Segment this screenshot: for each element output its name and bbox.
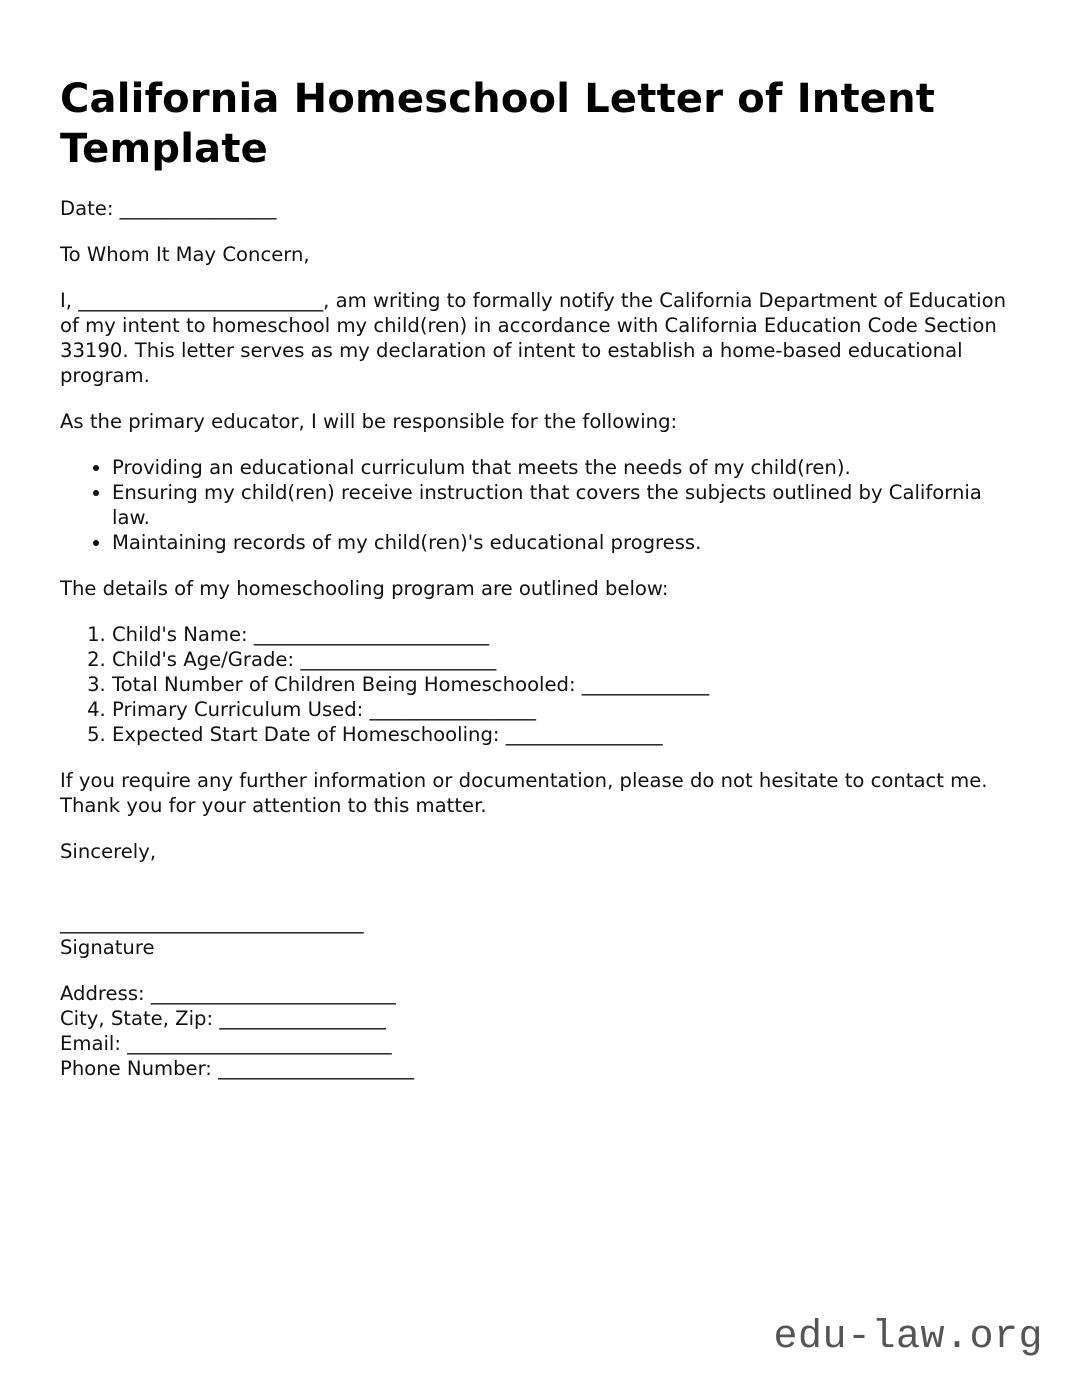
parent-name-blank: _________________________	[78, 289, 324, 312]
child-name-blank: ________________________	[253, 623, 490, 646]
total-children-label: Total Number of Children Being Homeschooled:	[112, 673, 576, 696]
closing: Sincerely,	[60, 840, 157, 863]
signature-label: Signature	[60, 936, 155, 959]
total-children-blank: _____________	[581, 673, 710, 696]
responsibilities-intro: As the primary educator, I will be responsible for the following:	[60, 410, 678, 433]
child-name-label: Child's Name:	[112, 623, 248, 646]
letter-document	[60, 74, 1020, 1081]
contact-city	[60, 1006, 1020, 1031]
intro-prefix: I,	[60, 289, 73, 312]
curriculum-blank: _________________	[369, 698, 537, 721]
intro-paragraph	[60, 288, 1020, 388]
intro-text: , am writing to formally notify the California Department of Education of my intent to homeschool my child(ren) in accordance with California Education Code Section 33190. This letter serves as my declaration of intent to establish a home-based educational program.	[60, 289, 1007, 387]
list-item	[112, 647, 1020, 672]
date-label: Date:	[60, 197, 114, 220]
details-intro: The details of my homeschooling program are outlined below:	[60, 577, 669, 600]
phone-blank: ____________________	[218, 1057, 415, 1080]
salutation: To Whom It May Concern,	[60, 243, 310, 266]
email-blank: ___________________________	[127, 1032, 392, 1055]
document-title: California Homeschool Letter of Intent Template	[60, 76, 936, 172]
signature-line: _______________________________	[60, 911, 364, 934]
details-list	[60, 622, 1020, 747]
phone-label: Phone Number:	[60, 1057, 212, 1080]
start-date-blank: ________________	[505, 723, 663, 746]
watermark: edu-law.org	[773, 1315, 1043, 1360]
child-age-blank: ____________________	[300, 648, 497, 671]
list-item: • Ensuring my child(ren) receive instruction that covers the subjects outlined by California law.	[112, 480, 1020, 530]
list-item	[112, 722, 1020, 747]
address-label: Address:	[60, 982, 145, 1005]
address-blank: _________________________	[150, 982, 396, 1005]
date-line	[60, 196, 1020, 221]
closing-paragraph: If you require any further information or documentation, please do not hesitate to contact me. Thank you for your attention to this matter.	[60, 769, 988, 817]
list-item	[112, 697, 1020, 722]
contact-block	[60, 981, 1020, 1081]
list-item: • Providing an educational curriculum that meets the needs of my child(ren).	[112, 455, 1020, 480]
curriculum-label: Primary Curriculum Used:	[112, 698, 364, 721]
signature-block	[60, 910, 1020, 960]
city-label: City, State, Zip:	[60, 1007, 214, 1030]
email-label: Email:	[60, 1032, 121, 1055]
city-blank: _________________	[219, 1007, 386, 1030]
start-date-label: Expected Start Date of Homeschooling:	[112, 723, 500, 746]
list-item	[112, 622, 1020, 647]
contact-email	[60, 1031, 1020, 1056]
list-item	[112, 672, 1020, 697]
contact-phone	[60, 1056, 1020, 1081]
date-blank: ________________	[119, 197, 277, 220]
child-age-label: Child's Age/Grade:	[112, 648, 295, 671]
responsibilities-list	[60, 455, 1020, 555]
list-item: • Maintaining records of my child(ren)'s educational progress.	[112, 530, 1020, 555]
contact-address	[60, 981, 1020, 1006]
